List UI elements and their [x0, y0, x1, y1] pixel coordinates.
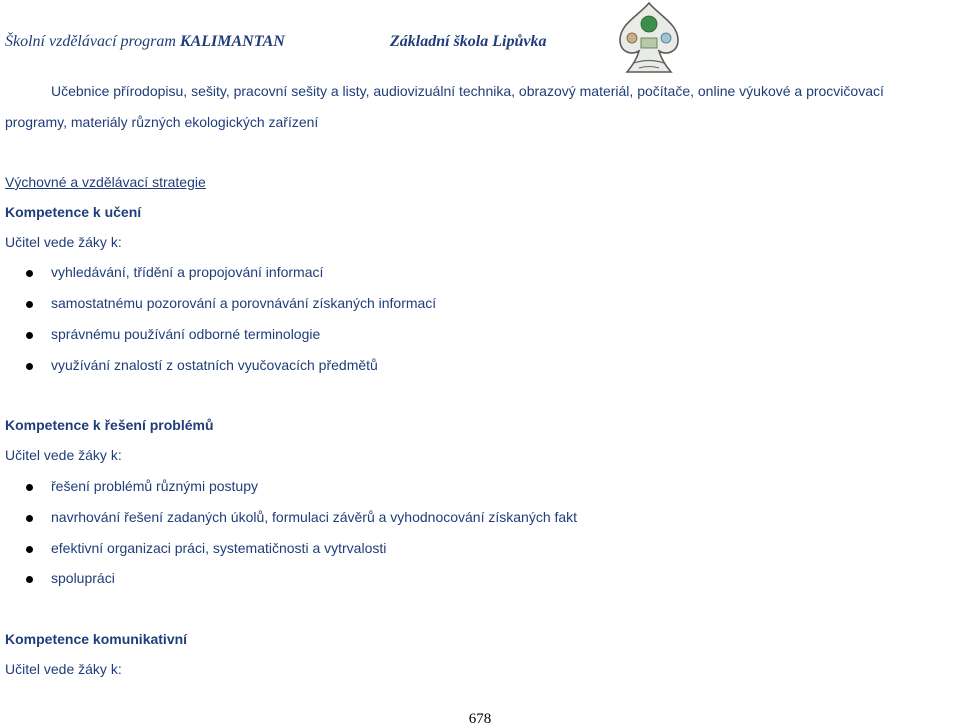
program-title — [5, 33, 285, 51]
bullet-icon — [26, 484, 33, 491]
list-item-label: správnému používání odborné terminologie — [51, 326, 321, 342]
section-lead-learning: Učitel vede žáky k: — [5, 234, 122, 250]
strategies-heading: Výchovné a vzdělávací strategie — [5, 174, 206, 190]
list-item-label: samostatnému pozorování a porovnávání získaných informací — [51, 295, 437, 311]
school-logo-icon — [612, 0, 686, 78]
page-header — [0, 0, 960, 80]
bullet-icon — [26, 301, 33, 308]
section-title-communication: Kompetence komunikativní — [5, 631, 188, 647]
bullet-icon — [26, 576, 33, 583]
section-title-learning: Kompetence k učení — [5, 204, 142, 220]
section-lead-communication: Učitel vede žáky k: — [5, 661, 122, 677]
school-name: Základní škola Lipůvka — [390, 33, 547, 50]
page-number: 678 — [468, 711, 492, 727]
bullet-icon — [26, 515, 33, 522]
section-lead-problem-solving: Učitel vede žáky k: — [5, 447, 122, 463]
list-item-label: spolupráci — [51, 570, 115, 586]
program-name: KALIMANTAN — [179, 33, 285, 50]
list-item-label: efektivní organizaci práci, systematičnosti a vytrvalosti — [51, 540, 387, 556]
intro-line-1: Učebnice přírodopisu, sešity, pracovní sešity a listy, audiovizuální technika, obrazový materiál, počítače, online výukové a procvičovací — [51, 83, 884, 99]
bullet-icon — [26, 363, 33, 370]
intro-line-2: programy, materiály různých ekologických zařízení — [5, 114, 319, 130]
list-item-label: vyhledávání, třídění a propojování informací — [51, 264, 324, 280]
bullet-icon — [26, 546, 33, 553]
list-item-label: řešení problémů různými postupy — [51, 478, 258, 494]
program-prefix: Školní vzdělávací program — [5, 33, 180, 50]
bullet-icon — [26, 270, 33, 277]
list-item-label: využívání znalostí z ostatních vyučovacích předmětů — [51, 357, 378, 373]
list-item-label: navrhování řešení zadaných úkolů, formulaci závěrů a vyhodnocování získaných fakt — [51, 509, 578, 525]
bullet-icon — [26, 332, 33, 339]
section-title-problem-solving: Kompetence k řešení problémů — [5, 417, 214, 433]
